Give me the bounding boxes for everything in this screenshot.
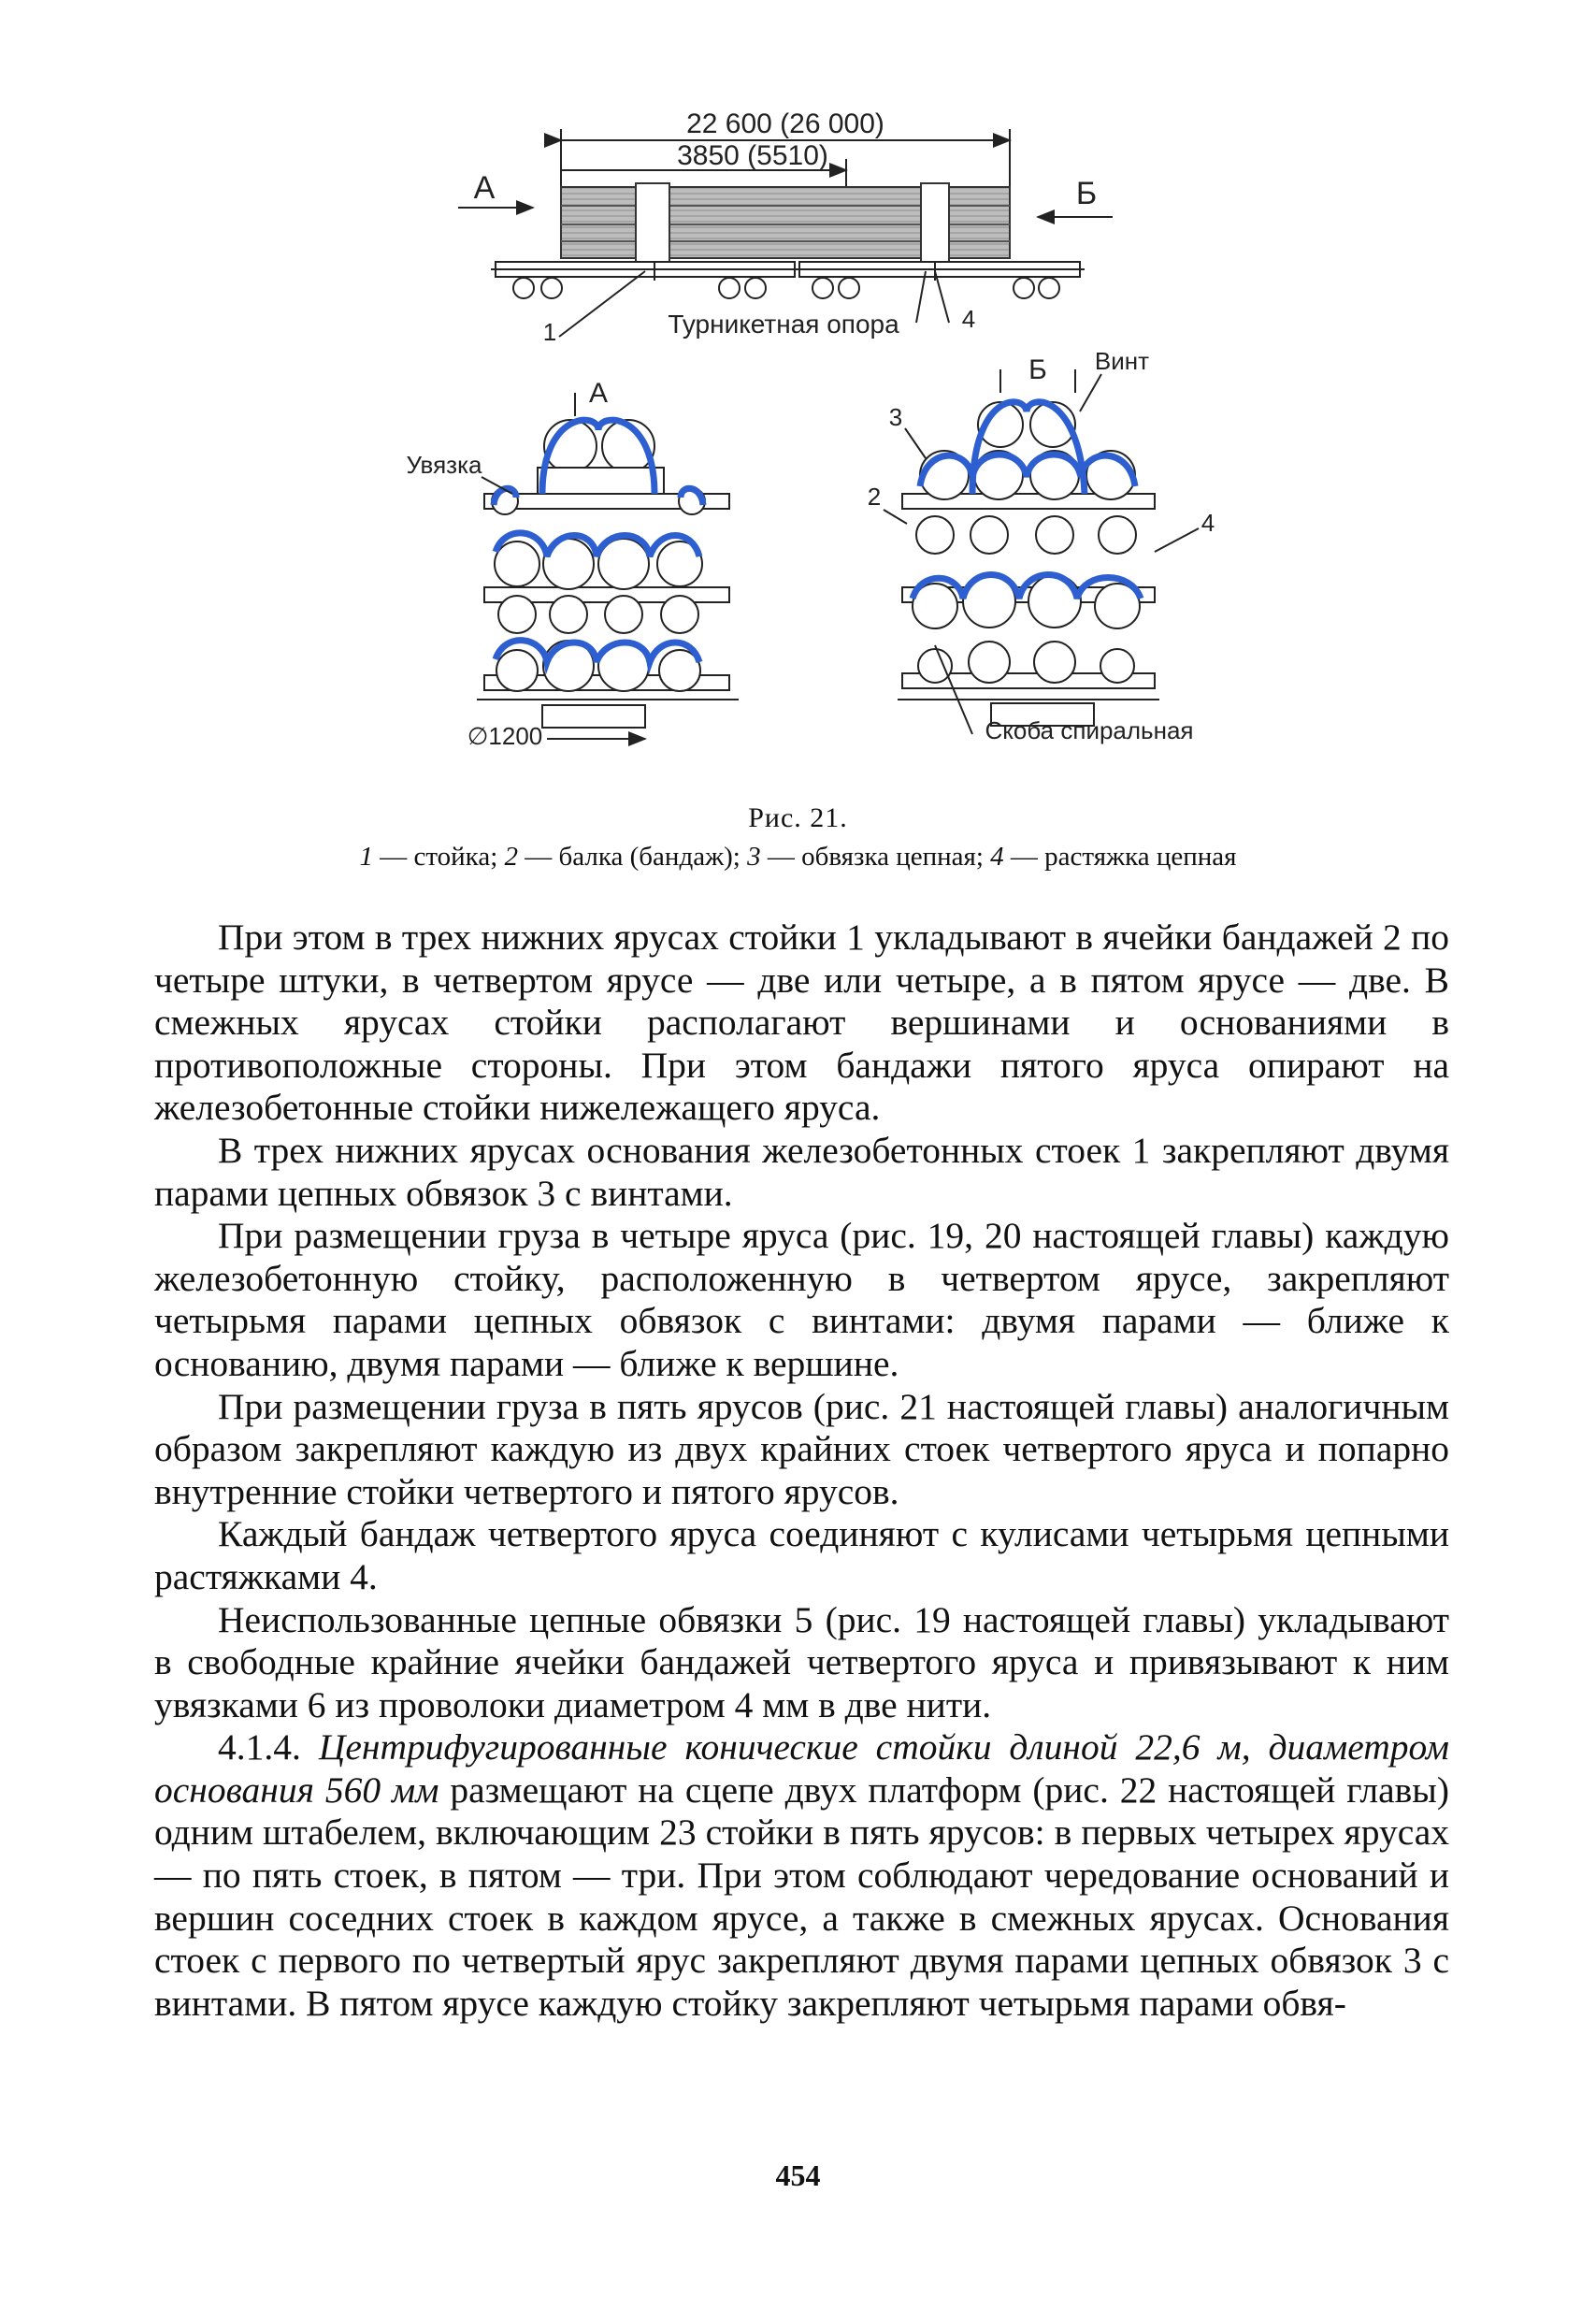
paragraph-5: Каждый бандаж четвертого яруса соединяют с кулисами четырьмя цепными растяжками 4. xyxy=(154,1513,1449,1597)
paragraph-7 xyxy=(154,1726,1449,2025)
legend-num-3: 3 xyxy=(747,842,761,872)
section-label-a: А xyxy=(588,378,609,409)
section-b xyxy=(898,402,1159,726)
callout-4-right: 4 xyxy=(1201,509,1215,537)
paragraph-3: При размещении груза в четыре яруса (рис. 19, 20 настоящей главы) каждую железобетонную стойку, расположенную в четвертом ярусе, закрепляют четырьмя парами цепных обвязок с винтами: двумя парами — ближе к основанию, двумя парами — ближе к вершине. xyxy=(154,1215,1449,1384)
paragraph-1: При этом в трех нижних ярусах стойки 1 укладывают в ячейки бандажей 2 по четыре штуки, в четвертом ярусе — две или четыре, а в пятом ярусе — две. В смежных ярусах стойки располагают вершинами и основаниями в противоположные стороны. При этом бандажи пятого яруса опирают на железобетонные стойки нижележащего яруса. xyxy=(154,917,1449,1129)
callout-1: 1 xyxy=(542,318,557,346)
callout-3: 3 xyxy=(888,403,903,431)
dimension-span: 3850 (5510) xyxy=(677,140,828,171)
figure-drawing xyxy=(0,0,1596,804)
section-a xyxy=(477,420,739,728)
body-text xyxy=(154,917,1449,2025)
legend-num-1: 1 xyxy=(359,842,373,872)
callout-2: 2 xyxy=(867,483,882,511)
section-label-b: Б xyxy=(1028,354,1047,385)
paragraph-4: При размещении груза в пять ярусов (рис. 21 настоящей главы) аналогичным образом закрепляют каждую из двух крайних стоек четвертого яруса и попарно внутренние стойки четвертого и пятого ярусов. xyxy=(154,1385,1449,1512)
section-number: 4.1.4. xyxy=(218,1726,319,1768)
paragraph-7-text: размещают на сцепе двух платформ (рис. 22 настоящей главы) одним штабелем, включающим 23 стойки в пять ярусов: в первых четырех ярусах — по пять стоек, в пятом — три. При этом соблюдают чередование оснований и вершин соседних стоек в каждом ярусе, а также в смежных ярусах. Основания стоек с первого по четвертый ярус закрепляют двумя парами цепных обвязок 3 с винтами. В пятом ярусе каждую стойку закрепляют четырьмя парами обвя- xyxy=(154,1768,1449,2024)
callout-4-top: 4 xyxy=(961,305,976,333)
turnstile-label: Турникетная опора xyxy=(668,310,899,339)
dimension-total: 22 600 (26 000) xyxy=(686,108,884,139)
legend-num-4: 4 xyxy=(990,842,1004,872)
legend-text-1: — стойка; xyxy=(373,842,505,872)
figure-21 xyxy=(0,0,1596,804)
section-heading-italic: Центрифугированные конические стойки длиной 22,6 м, диаметром основания 560 мм xyxy=(154,1726,1449,1811)
tie-label: Увязка xyxy=(406,451,482,479)
figure-caption-title: Рис. 21. xyxy=(748,802,848,833)
paragraph-6: Неиспользованные цепные обвязки 5 (рис. 19 настоящей главы) укладывают в свободные крайние ячейки бандажей четвертого яруса и привязывают к ним увязками 6 из проволоки диаметром 4 мм в две нити. xyxy=(154,1598,1449,1725)
spiral-clamp-label: Скоба спиральная xyxy=(985,716,1194,744)
legend-text-4: — растяжка цепная xyxy=(1003,842,1237,872)
view-label-b: Б xyxy=(1075,176,1098,211)
legend-num-2: 2 xyxy=(504,842,519,872)
screw-label: Винт xyxy=(1094,347,1150,375)
view-label-a: А xyxy=(473,170,496,206)
paragraph-2: В трех нижних ярусах основания железобетонных стоек 1 закрепляют двумя парами цепных обвязок 3 с винтами. xyxy=(154,1129,1449,1214)
legend-text-3: — обвязка цепная; xyxy=(760,842,991,872)
page-number: 454 xyxy=(775,2158,821,2192)
legend-text-2: — балка (бандаж); xyxy=(518,842,748,872)
diameter-label: ∅1200 xyxy=(467,722,543,750)
figure-caption-legend xyxy=(0,842,1596,873)
